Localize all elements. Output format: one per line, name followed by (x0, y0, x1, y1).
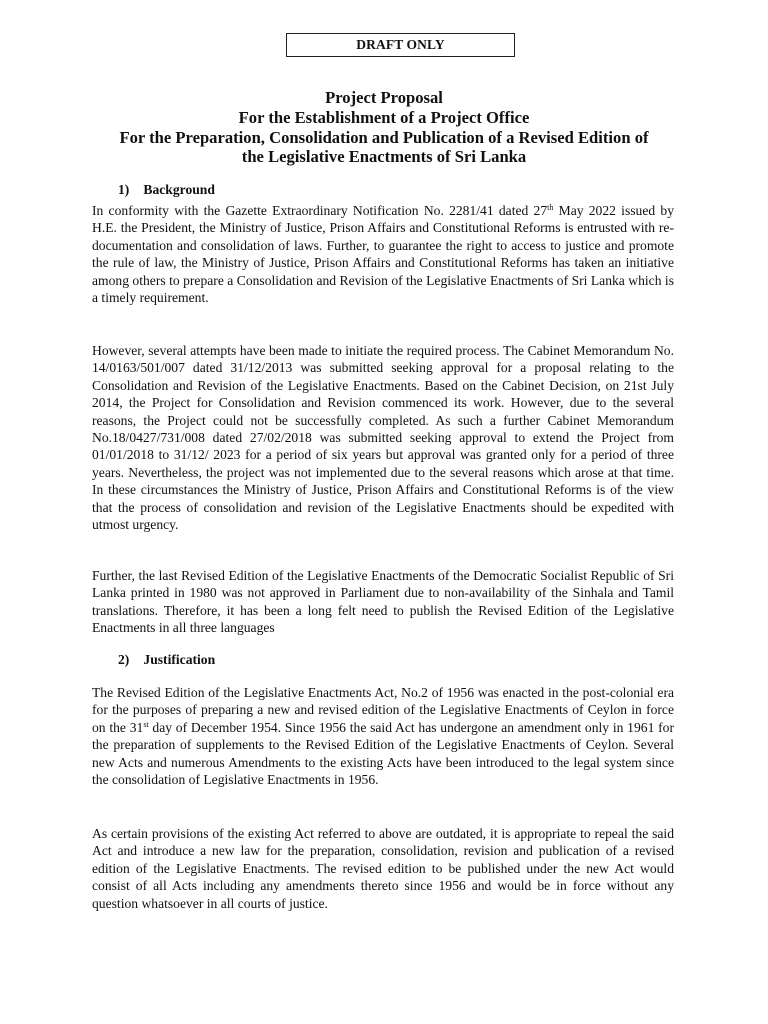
justification-paragraph-1: The Revised Edition of the Legislative Enactments Act, No.2 of 1956 was enacted in the post-colonial era for the purposes of preparing a new and revised edition of the Legislative Enactments of Ceylon in force on the 31st day of December 1954. Since 1956 the said Act has undergone an amendment only in 1961 for the preparation of supplements to the Revised Edition of the Legislative Enactments of Ceylon. Several new Acts and numerous Amendments to the existing Acts have been introduced to the legal system since the consolidation of Legislative Enactments in 1956. (92, 685, 674, 788)
superscript: th (547, 203, 554, 212)
section-title: Background (143, 182, 215, 197)
justification-paragraph-2: As certain provisions of the existing Act referred to above are outdated, it is appropriate to repeal the said Act and introduce a new law for the preparation, consolidation, revision and publication of a revised edition of the Legislative Enactments. The revised edition to be published under the new Act would consist of all Acts including any amendments thereto since 1956 and would be in force without any question whatsoever in all courts of justice. (92, 826, 674, 911)
section-number: 2) (118, 652, 130, 667)
title-line-2: For the Establishment of a Project Office (238, 107, 530, 127)
section-number: 1) (118, 182, 130, 197)
title-line-3: For the Preparation, Consolidation and Publication of a Revised Edition of (119, 127, 649, 147)
document-title (82, 88, 686, 167)
section-heading-justification (118, 652, 215, 668)
background-paragraph-1: In conformity with the Gazette Extraordinary Notification No. 2281/41 dated 27th May 2022 issued by H.E. the President, the Ministry of Justice, Prison Affairs and Constitutional Reforms is entrusted with re-documentation and consolidation of laws. Further, to guarantee the right to access to justice and promote the rule of law, the Ministry of Justice, Prison Affairs and Constitutional Reforms has taken an initiative among others to prepare a Consolidation and Revision of the Legislative Enactments of Sri Lanka which is a timely requirement. (92, 203, 675, 306)
superscript: st (143, 719, 149, 729)
draft-only-stamp (286, 33, 515, 57)
background-paragraph-2: However, several attempts have been made to initiate the required process. The Cabinet Memorandum No. 14/0163/501/007 dated 31/12/2013 was submitted seeking approval for a proposal relating to the Consolidation and Revision of the Legislative Enactments. Based on the Cabinet Decision, on 21st July 2014, the Project for Consolidation and Revision commenced its work. However, due to the several reasons, the Project could not be successfully completed. As such a further Cabinet Memorandum No.18/0427/731/008 dated 27/02/2018 was submitted seeking approval to extend the Project from 01/01/2018 to 31/12/ 2023 for a period of six years but approval was granted only for a period of three years. Nevertheless, the project was not implemented due to the several reasons which arose at that time. In these circumstances the Ministry of Justice, Prison Affairs and Constitutional Reforms is of the view that the process of consolidation and revision of the Legislative Enactments should be expedited with utmost urgency. (92, 343, 674, 533)
background-paragraph-3: Further, the last Revised Edition of the Legislative Enactments of the Democratic Socialist Republic of Sri Lanka printed in 1980 was not approved in Parliament due to non-availability of the Sinhala and Tamil translations. Therefore, it has been a long felt need to publish the Revised Edition of the Legislative Enactments in all three languages (92, 568, 674, 636)
draft-only-label: DRAFT ONLY (356, 37, 445, 52)
section-title: Justification (143, 652, 216, 667)
title-line-1: Project Proposal (325, 88, 443, 107)
title-line-4: the Legislative Enactments of Sri Lanka (241, 147, 527, 167)
section-heading-background (118, 182, 215, 198)
